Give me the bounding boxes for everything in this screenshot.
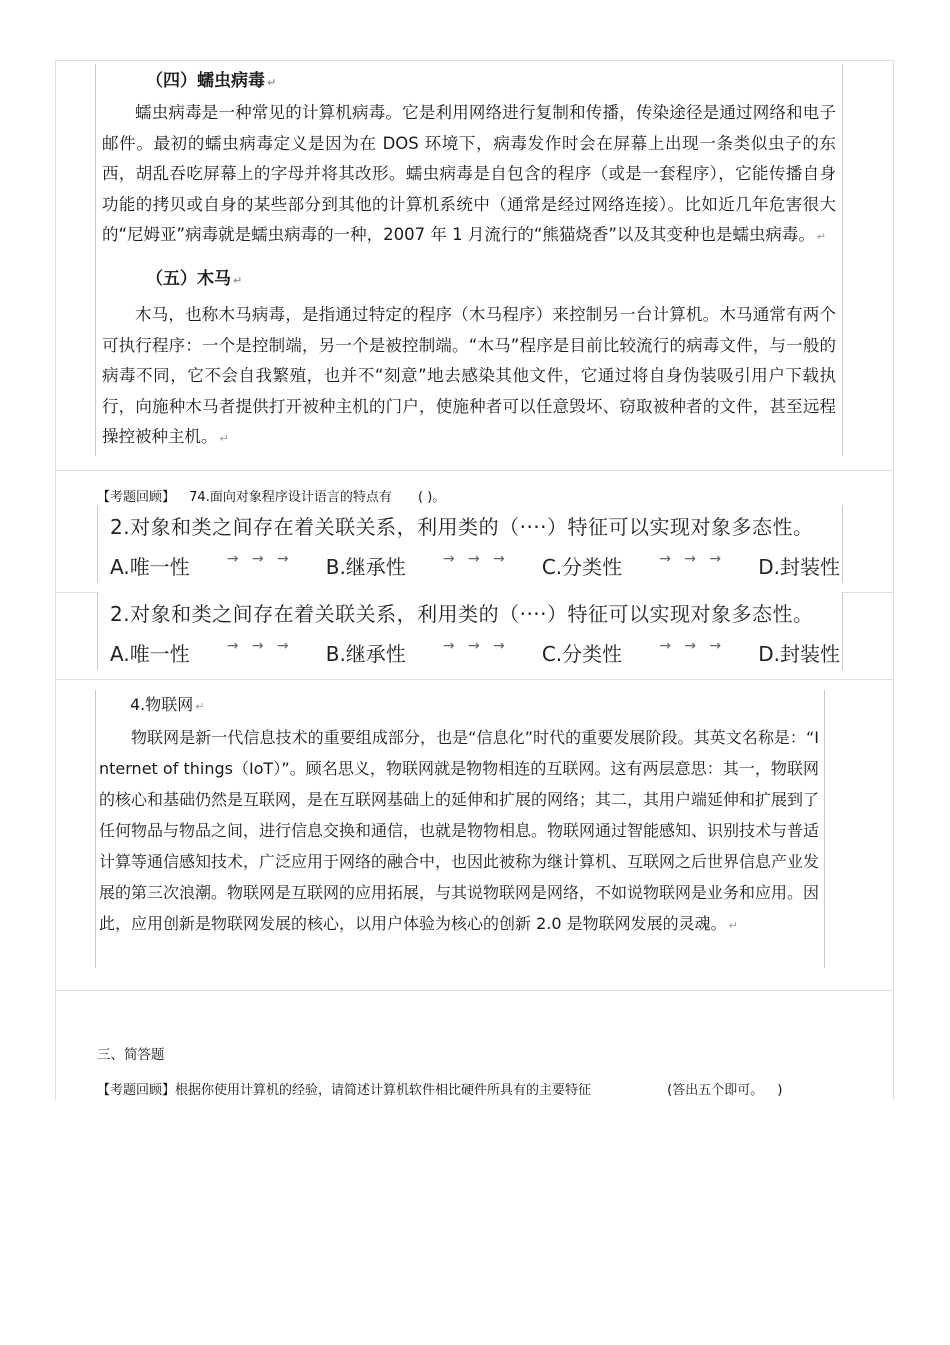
return-mark-icon: ↵: [195, 700, 205, 713]
section-heading: （四）蠕虫病毒: [146, 71, 265, 91]
option-d: D.封装性: [758, 555, 840, 579]
tab-arrow-icon: → → →: [442, 551, 505, 567]
iot-paragraph: 物联网是新一代信息技术的重要组成部分，也是“信息化”时代的重要发展阶段。其英文名称是：“Internet of things（IoT）”。顾名思义，物联网就是物物相连的互联网。这有两层意思：其一，物联网的核心和基础仍然是互联网，是在互联网基础上的延伸和扩展的网络；其二，其用户端延伸和扩展到了任何物品与物品之间，进行信息交换和通信，也就是物物相息。物联网通过智能感知、识别技术与普适计算等通信感知技术，广泛应用于网络的融合中，也因此被称为继计算机、互联网之后世界信息产业发展的第三次浪潮。物联网是互联网的应用拓展，与其说物联网是网络，不如说物联网是业务和应用。因此，应用创新是物联网发展的核心，以用户体验为核心的创新 2.0 是物联网发展的灵魂。: [99, 728, 820, 933]
return-mark-icon: ↵: [728, 919, 738, 932]
scanned-mc-question: [97, 592, 843, 670]
scanned-mc-question: [97, 505, 843, 583]
scanned-excerpt-iot: [95, 690, 825, 968]
option-b: B.继承性: [325, 642, 406, 666]
return-mark-icon: ↵: [267, 76, 277, 89]
tab-arrow-icon: → → →: [659, 551, 722, 567]
answer-blank: ( )。: [417, 490, 446, 505]
section-title: 三、简答题: [97, 1047, 165, 1063]
divider: [55, 679, 893, 680]
divider: [55, 990, 893, 991]
short-answer-text: 根据你使用计算机的经验，请简述计算机软件相比硬件所具有的主要特征: [175, 1083, 592, 1098]
worm-virus-paragraph: 蠕虫病毒是一种常见的计算机病毒。它是利用网络进行复制和传播，传染途径是通过网络和电子邮件。最初的蠕虫病毒定义是因为在 DOS 环境下，病毒发作时会在屏幕上出现一条类似虫子的东西，胡乱吞吃屏幕上的字母并将其改形。蠕虫病毒是自包含的程序（或是一套程序），它能传播自身功能的拷贝或自身的某些部分到其他的计算机系统中（通常是经过网络连接）。比如近几年危害很大的“尼姆亚”病毒就是蠕虫病毒的一种，2007 年 1 月流行的“熊猫烧香”以及其变种也是蠕虫病毒。: [102, 103, 836, 244]
short-answer-question: [97, 1079, 782, 1098]
answer-note: (答出五个即可。: [667, 1083, 764, 1098]
tab-arrow-icon: → → →: [226, 551, 289, 567]
mc-options-row: [110, 551, 840, 580]
divider: [55, 470, 893, 471]
tab-arrow-icon: → → →: [659, 638, 722, 654]
mc-question-text: 2.对象和类之间存在着关联关系，利用类的（····）特征可以实现对象多态性。: [110, 515, 814, 539]
mc-question-text: 2.对象和类之间存在着关联关系，利用类的（····）特征可以实现对象多态性。: [110, 602, 814, 626]
review-label: 【考题回顾】: [97, 490, 176, 505]
option-a: A.唯一性: [110, 555, 190, 579]
option-a: A.唯一性: [110, 642, 190, 666]
answer-note-close: ): [777, 1083, 783, 1098]
mc-options-row: [110, 638, 840, 667]
return-mark-icon: ↵: [816, 230, 827, 243]
return-mark-icon: ↵: [219, 432, 229, 445]
tab-arrow-icon: → → →: [226, 638, 289, 654]
option-c: C.分类性: [541, 555, 623, 579]
trojan-paragraph: 木马，也称木马病毒，是指通过特定的程序（木马程序）来控制另一台计算机。木马通常有两个可执行程序：一个是控制端，另一个是被控制端。“木马”程序是目前比较流行的病毒文件，与一般的病毒不同，它不会自我繁殖，也并不“刻意”地去感染其他文件，它通过将自身伪装吸引用户下载执行，向施种木马者提供打开被种主机的门户，使施种者可以任意毁坏、窃取被种者的文件，甚至远程操控被种主机。: [102, 305, 836, 446]
section-heading: 4.物联网: [130, 695, 194, 714]
option-b: B.继承性: [325, 555, 406, 579]
tab-arrow-icon: → → →: [442, 638, 505, 654]
scanned-excerpt-virus: [95, 64, 843, 456]
review-question-line: [97, 486, 445, 505]
return-mark-icon: ↵: [233, 274, 243, 287]
section-heading: （五）木马: [146, 269, 231, 289]
option-c: C.分类性: [541, 642, 623, 666]
review-label: 【考题回顾】: [97, 1083, 176, 1098]
option-d: D.封装性: [758, 642, 840, 666]
page-top-rule: [55, 60, 893, 61]
review-question-text: 74.面向对象程序设计语言的特点有: [189, 490, 392, 505]
